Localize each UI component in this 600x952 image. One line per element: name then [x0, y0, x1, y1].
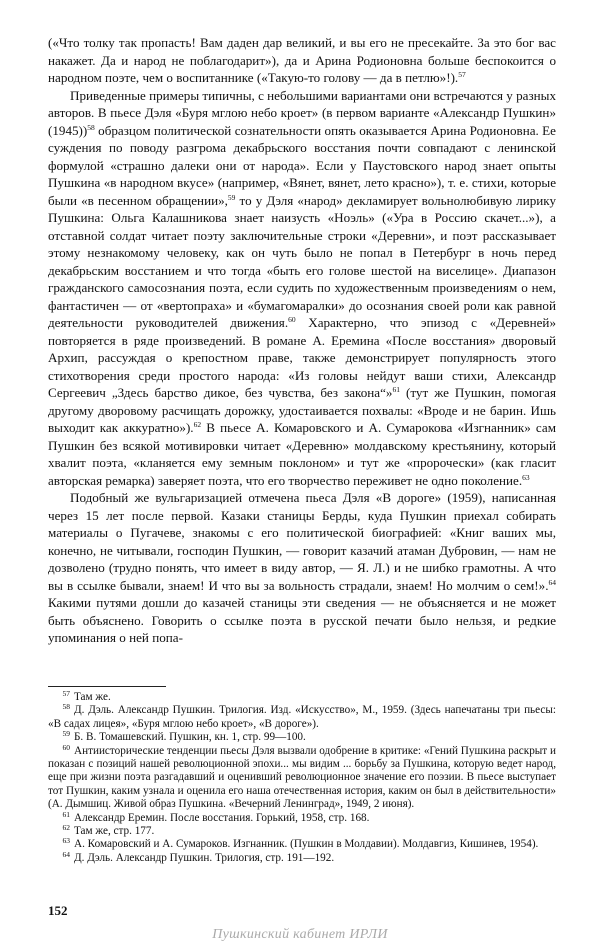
footnote: 57 Там же.: [62, 689, 111, 703]
footnote-divider: [48, 686, 166, 687]
footnote: 58 Д. Дэль. Александр Пушкин. Трилогия. Изд. «Искусство», М., 1959. (Здесь напечатаны три пьесы: «В садах лицея», «Буря мглою небо кроет», «В дороге»).: [48, 702, 556, 730]
footnote: 61 Александр Еремин. После восстания. Горький, 1958, стр. 168.: [62, 809, 370, 824]
footnote: 59 Б. В. Томашевский. Пушкин, кн. 1, стр. 99—100.: [62, 729, 306, 744]
footnote: 63 А. Комаровский и А. Сумароков. Изгнанник. (Пушкин в Молдавии). Молдавгиз, Кишинев, 1954).: [62, 836, 539, 851]
footnote-ref[interactable]: 62: [193, 420, 202, 429]
footnote-ref[interactable]: 61: [392, 385, 400, 394]
footnote: 64 Д. Дэль. Александр Пушкин. Трилогия, стр. 191—192.: [62, 849, 335, 864]
paragraph: Подобный же вульгаризацией отмечена пьеса Дэля «В дороге» (1959), написанная через 15 лет после первой. Казаки станицы Берды, куда Пушкин приехал собирать материалы о Пугачеве, знакомы с его политической биографией: «Книг ваших мы, конечно, не читывали, господин Пушкин, — говорит казачий атаман Дубровин, — нам не дозволено (трудно понять, что имеет в виду автор, — Я. Л.) и не шибко грамотны. А что вы в ссылке бывали, знаем! И что вы за вольность страдали, знаем! Но молчим о сем!».$^{64}$ Какими путями дошли до казачей станицы эти сведения — не объясняется и не может быть объяснено. Говорить о ссылке поэта в русской печати было нельзя, и редкие упоминания о ней попа-: [48, 490, 556, 645]
footnote-ref[interactable]: 59: [227, 192, 236, 202]
footnote-ref[interactable]: 64: [548, 577, 556, 587]
footnote-ref[interactable]: 63: [522, 472, 530, 482]
watermark: Пушкинский кабинет ИРЛИ: [212, 927, 388, 942]
paragraph: («Что толку так пропасть! Вам даден дар великий, и вы его не пресекайте. За это бог вас накажет. Да и народ не поблагодарит»), да и Арина Родионовна больше беспокоится о народном поэте, чем о воспитаннике («Такую-то голову — да в петлю»!).$^{57}$: [48, 35, 556, 85]
footnotes: [48, 691, 556, 865]
main-text: [48, 34, 556, 647]
page-number: 152: [48, 903, 68, 918]
footnote-ref[interactable]: 58: [87, 122, 95, 132]
paragraph: Приведенные примеры типичны, с небольшими вариантами они встречаются у разных авторов. В пьесе Дэля «Буря мглою небо кроет» (в первом варианте «Александр Пушкин» (1945))$^{58}$ образцом политической сознательности опять оказывается Арина Родионовна. Ее суждения по поводу разгрома декабрьского восстания почти совпадают с ленинской формулой «страшно далеки они от народа». Если у Паустовского народ знает опыты Пушкина «в народном вкусе» (например, «Вянет, вянет, лето красно»), т. е. стихи, которые были «в песенном обращении»,$^{59}$ то у Дэля «народ» декламирует вольнолюбивую лирику Пушкина: Ольга Калашникова знает наизусть «Ноэль» («Ура в Россию скачет...»), а отставной солдат читает поэту заключительные строки «Деревни», и поэт рассказывает этому незнакомому человеку, как он чуть было не попал в Петербург в ночь перед декабрьским восстанием и что тогда «быть его голове шестой на виселице». Диапазон гражданского самосознания поэта, если судить по художественным произведениям о нем, фантастичен — от «вертопраха» и «бумагомаралки» до осознания своей роли как равной деятельности руководителей движения.$^{60}$ Характерно, что эпизод с «Деревней» повторяется в ряде произведений. В романе А. Еремина «После восстания» дворовый Архип, рассуждая о крепостном праве, также демонстрирует популярность этого стихотворения среди простого народа: «Из головы нейдут ваши стихи, Александр Сергеевич „Здесь барство дикое, без чувства, без закона“»$^{61}$ (тут же Пушкин, помогая другому дворовому расчищать дорожку, удостаивается похвалы: «Вроде и не барин. Ишь выходит как аккуратно»).$^{62}$ В пьесе А. Комаровского и А. Сумарокова «Изгнанник» сам Пушкин без всякой мотивировки читает «Деревню» молдавскому крестьянину, который хвалит поэта, «кланяется ему земным поклоном» и тут же «пророчески» (как гласит авторская ремарка) заверяет поэта, что его творчество переживет не одно поколение.$^{63}$: [48, 87, 557, 488]
footnote: 62 Там же, стр. 177.: [62, 823, 155, 838]
footnote-ref[interactable]: 57: [458, 70, 466, 79]
footnote-ref[interactable]: 60: [288, 315, 296, 324]
footnote: 60 Антиисторические тенденции пьесы Дэля вызвали одобрение в критике: «Гений Пушкина раскрыт и показан с позиций нашей революционной эпохи... мы видим ... борьбу за Пушкина, которую ведет народ, еще при жизни поэта разгадавший и оценивший революционное значение его поэзии. В пьесе выступает тот Пушкин, каким узнала и оценила его наша отечественная история, каким он был в действительности» (А. Дымшиц. Живой образ Пушкина. «Вечерний Ленинград», 1949, 2 июня).: [48, 742, 556, 811]
